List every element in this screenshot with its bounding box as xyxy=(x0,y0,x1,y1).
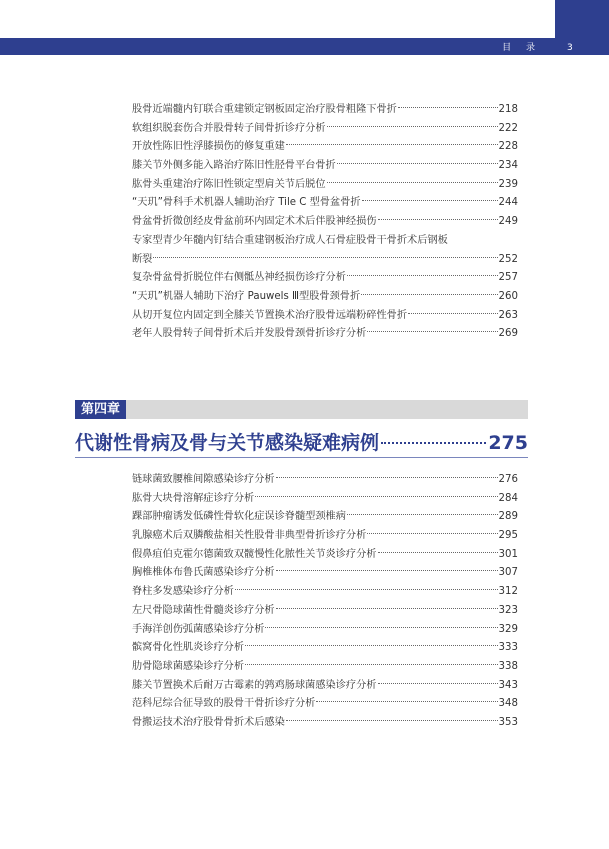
toc-leader-dots xyxy=(378,219,498,220)
toc-leader-dots xyxy=(235,589,498,590)
toc-entry[interactable] xyxy=(132,138,518,157)
toc-entry[interactable] xyxy=(132,325,518,344)
toc-entry[interactable] xyxy=(132,546,518,565)
toc-entry-title: 断裂 xyxy=(132,253,153,265)
header-bar xyxy=(0,38,555,55)
toc-entry-page: 257 xyxy=(498,272,518,284)
toc-entry-title: 假鼻疽伯克霍尔德菌致双髋慢性化脓性关节炎诊疗分析 xyxy=(132,548,377,560)
toc-entry[interactable] xyxy=(132,269,518,288)
toc-entry-title: 胸椎椎体布鲁氏菌感染诊疗分析 xyxy=(132,567,275,579)
toc-entry[interactable] xyxy=(132,621,518,640)
toc-entry[interactable] xyxy=(132,695,518,714)
toc-entry-page: 218 xyxy=(498,104,518,115)
toc-entry-page: 348 xyxy=(498,698,518,710)
toc-entry-title: 软组织脱套伤合并股骨转子间骨折诊疗分析 xyxy=(132,122,326,134)
toc-entry-page: 239 xyxy=(498,178,518,190)
chapter-title-entry[interactable] xyxy=(75,428,528,455)
toc-leader-dots xyxy=(378,552,498,553)
toc-entry-title: 肱骨头重建治疗陈旧性锁定型肩关节后脱位 xyxy=(132,178,326,190)
toc-entry-page: 312 xyxy=(498,586,518,598)
toc-entry-title: 复杂骨盆骨折脱位伴右侧骶丛神经损伤诊疗分析 xyxy=(132,272,346,284)
toc-entry[interactable] xyxy=(132,288,518,307)
toc-leader-dots xyxy=(327,182,498,183)
toc-entry[interactable] xyxy=(132,120,518,139)
toc-leader-dots xyxy=(398,107,498,108)
toc-entry-page: 343 xyxy=(498,679,518,691)
toc-entry[interactable] xyxy=(132,194,518,213)
toc-entry-page: 284 xyxy=(498,492,518,504)
toc-entry[interactable] xyxy=(132,602,518,621)
toc-entry[interactable] xyxy=(132,157,518,176)
toc-entry-title: 乳腺癌术后双膦酸盐相关性股骨非典型骨折诊疗分析 xyxy=(132,530,367,542)
toc-leader-dots xyxy=(347,275,498,276)
chapter-page: 275 xyxy=(488,432,528,454)
toc-leader-dots xyxy=(245,645,497,646)
toc-entry-title: 肱骨大块骨溶解症诊疗分析 xyxy=(132,492,255,504)
toc-entry[interactable] xyxy=(132,101,518,120)
toc-list-top xyxy=(132,101,518,344)
toc-entry-title: “天玑”骨科手术机器人辅助治疗 Tile C 型骨盆骨折 xyxy=(132,197,361,209)
toc-entry-title: 左尺骨隐球菌性骨髓炎诊疗分析 xyxy=(132,604,275,616)
toc-entry-page: 249 xyxy=(498,216,518,228)
toc-entry-title: 手海洋创伤弧菌感染诊疗分析 xyxy=(132,623,265,635)
header-section-label: 目 录 xyxy=(502,43,541,53)
toc-leader-dots xyxy=(265,627,497,628)
toc-leader-dots xyxy=(316,701,497,702)
toc-leader-dots xyxy=(276,608,498,609)
toc-entry[interactable] xyxy=(132,714,518,733)
toc-leader-dots xyxy=(347,514,498,515)
toc-leader-dots xyxy=(337,163,498,164)
toc-leader-dots xyxy=(153,257,497,258)
toc-leader-dots xyxy=(245,664,497,665)
toc-entry-page: 289 xyxy=(498,511,518,523)
toc-leader-dots xyxy=(276,570,498,571)
toc-entry[interactable] xyxy=(132,527,518,546)
toc-list-bottom xyxy=(132,471,518,733)
toc-entry-title: 骨盆骨折微创经皮骨盆前环内固定术术后伴股神经损伤 xyxy=(132,216,377,228)
chapter-leader-dots xyxy=(381,442,486,444)
toc-entry-title: 老年人股骨转子间骨折术后并发股骨颈骨折诊疗分析 xyxy=(132,328,367,340)
toc-entry-page: 323 xyxy=(498,604,518,616)
toc-entry-title: “天玑”机器人辅助下治疗 Pauwels Ⅲ型股骨颈骨折 xyxy=(132,290,361,302)
toc-entry-title: 范科尼综合征导致的股骨干骨折诊疗分析 xyxy=(132,698,316,710)
toc-entry[interactable] xyxy=(132,251,518,270)
toc-entry-page: 333 xyxy=(498,642,518,654)
toc-entry-page: 252 xyxy=(498,253,518,265)
toc-entry-title: 股骨近端髓内钉联合重建锁定钢板固定治疗股骨粗隆下骨折 xyxy=(132,104,397,115)
toc-leader-dots xyxy=(378,683,498,684)
toc-entry-page: 263 xyxy=(498,309,518,321)
toc-leader-dots xyxy=(367,331,497,332)
toc-entry-title: 髌窝骨化性肌炎诊疗分析 xyxy=(132,642,245,654)
chapter-divider xyxy=(75,457,528,458)
toc-entry[interactable] xyxy=(132,471,518,490)
toc-leader-dots xyxy=(361,294,497,295)
toc-entry-page: 295 xyxy=(498,530,518,542)
toc-entry[interactable] xyxy=(132,176,518,195)
toc-leader-dots xyxy=(286,720,498,721)
toc-entry-title-line1[interactable]: 专家型青少年髓内钉结合重建钢板治疗成人石骨症股骨干骨折术后钢板 xyxy=(132,234,448,246)
toc-leader-dots xyxy=(408,313,497,314)
toc-entry[interactable] xyxy=(132,508,518,527)
toc-leader-dots xyxy=(276,477,498,478)
page-number-tab xyxy=(555,0,609,55)
toc-entry-title: 肋骨隐球菌感染诊疗分析 xyxy=(132,660,245,672)
toc-entry-page: 228 xyxy=(498,141,518,153)
toc-entry-page: 338 xyxy=(498,660,518,672)
toc-leader-dots xyxy=(286,144,498,145)
toc-entry-title: 骨搬运技术治疗股骨骨折术后感染 xyxy=(132,716,285,728)
toc-entry-page: 301 xyxy=(498,548,518,560)
page-number: 3 xyxy=(567,43,573,53)
toc-leader-dots xyxy=(362,200,498,201)
toc-entry[interactable] xyxy=(132,490,518,509)
toc-entry-page: 276 xyxy=(498,474,518,485)
toc-entry[interactable] xyxy=(132,307,518,326)
toc-leader-dots xyxy=(367,533,497,534)
toc-entry-page: 244 xyxy=(498,197,518,209)
toc-entry[interactable] xyxy=(132,658,518,677)
chapter-band xyxy=(75,400,528,419)
toc-entry-title: 膝关节外侧多能入路治疗陈旧性胫骨平台骨折 xyxy=(132,160,336,172)
toc-entry-page: 222 xyxy=(498,122,518,134)
toc-entry[interactable] xyxy=(132,583,518,602)
toc-entry-title: 膝关节置换术后耐万古霉素的鹑鸡肠球菌感染诊疗分析 xyxy=(132,679,377,691)
toc-entry-title: 开放性陈旧性浮膝损伤的修复重建 xyxy=(132,141,285,153)
toc-entry-page: 329 xyxy=(498,623,518,635)
toc-leader-dots xyxy=(255,496,497,497)
toc-entry-title: 踝部肿瘤诱发低磷性骨软化症误诊脊髓型颈椎病 xyxy=(132,511,346,523)
toc-entry-page: 353 xyxy=(498,716,518,728)
toc-entry[interactable] xyxy=(132,639,518,658)
toc-leader-dots xyxy=(327,126,498,127)
toc-entry-title: 从切开复位内固定到全膝关节置换术治疗股骨远端粉碎性骨折 xyxy=(132,309,408,321)
toc-entry[interactable] xyxy=(132,564,518,583)
toc-entry[interactable] xyxy=(132,677,518,696)
chapter-label: 第四章 xyxy=(75,400,126,419)
toc-entry[interactable] xyxy=(132,213,518,232)
toc-entry-page: 269 xyxy=(498,328,518,340)
toc-entry-page: 234 xyxy=(498,160,518,172)
toc-entry-title: 链球菌致腰椎间隙感染诊疗分析 xyxy=(132,474,275,485)
toc-entry-page: 260 xyxy=(498,290,518,302)
toc-entry-page: 307 xyxy=(498,567,518,579)
toc-entry-title: 脊柱多发感染诊疗分析 xyxy=(132,586,234,598)
chapter-title: 代谢性骨病及骨与关节感染疑难病例 xyxy=(75,432,380,454)
